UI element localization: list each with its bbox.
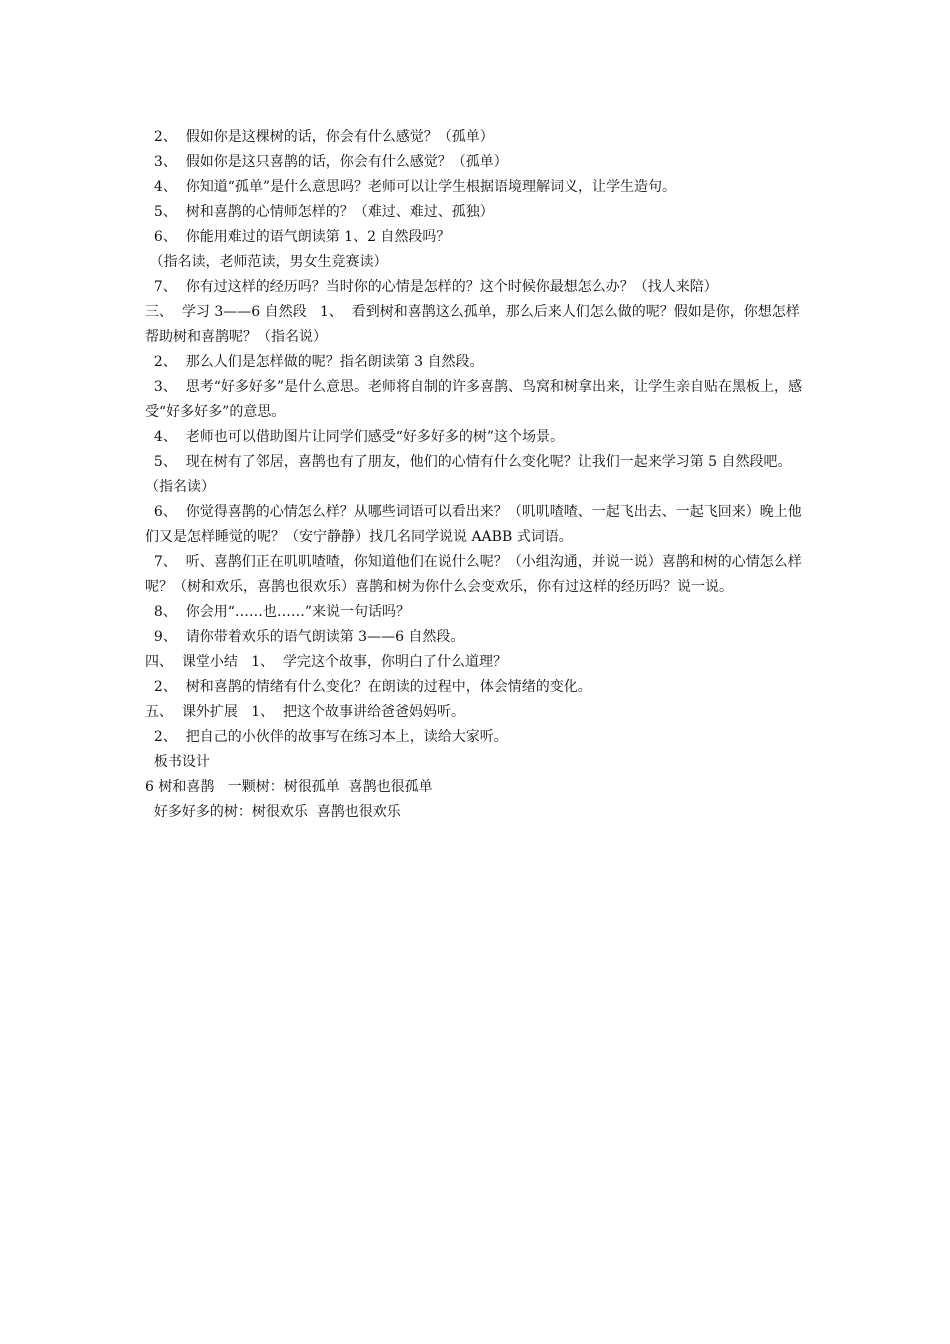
- text-line: （指名读，老师范读，男女生竞赛读）: [145, 254, 388, 270]
- text-line: 4、 你知道“孤单”是什么意思吗？老师可以让学生根据语境理解词义，让学生造句。: [145, 179, 677, 195]
- text-line: 2、 把自己的小伙伴的故事写在练习本上，读给大家听。: [145, 729, 508, 745]
- text-line: 2、 假如你是这棵树的话，你会有什么感觉？（孤单）: [145, 129, 494, 145]
- text-line: 4、 老师也可以借助图片让同学们感受“好多好多的树”这个场景。: [145, 429, 565, 445]
- board-design-line: 6 树和喜鹊 一颗树：树很孤单 喜鹊也很孤单: [145, 779, 433, 795]
- text-line: 5、 现在树有了邻居，喜鹊也有了朋友，他们的心情有什么变化呢？让我们一起来学习第 5 自然段吧。（指名读）: [145, 454, 792, 495]
- text-line: 3、 假如你是这只喜鹊的话，你会有什么感觉？（孤单）: [145, 154, 508, 170]
- text-line: 8、 你会用“……也……”来说一句话吗？: [145, 604, 411, 620]
- text-line: 2、 那么人们是怎样做的呢？指名朗读第 3 自然段。: [145, 354, 484, 370]
- section-heading-5: 五、 课外扩展 1、 把这个故事讲给爸爸妈妈听。: [145, 704, 466, 720]
- text-line: 6、 你觉得喜鹊的心情怎么样？从哪些词语可以看出来？（叽叽喳喳、一起飞出去、一起飞回来）晚上他们又是怎样睡觉的呢？（安宁静静）找几名同学说说 AABB 式词语。: [145, 504, 802, 545]
- text-line: 9、 请你带着欢乐的语气朗读第 3——6 自然段。: [145, 629, 465, 645]
- text-line: 7、 你有过这样的经历吗？当时你的心情是怎样的？这个时候你最想怎么办？（找人来陪）: [145, 279, 718, 295]
- text-line: 2、 树和喜鹊的情绪有什么变化？在朗读的过程中，体会情绪的变化。: [145, 679, 592, 695]
- board-design-heading: 板书设计: [145, 754, 210, 770]
- text-line: 6、 你能用难过的语气朗读第 1、2 自然段吗？: [145, 229, 451, 245]
- section-heading-4: 四、 课堂小结 1、 学完这个故事，你明白了什么道理？: [145, 654, 508, 670]
- text-line: 7、 听、喜鹊们正在叽叽喳喳，你知道他们在说什么呢？（小组沟通，并说一说）喜鹊和树的心情怎么样呢？（树和欢乐，喜鹊也很欢乐）喜鹊和树为你什么会变欢乐，你有过这样的经历吗？说一说。: [145, 554, 802, 595]
- text-line: 5、 树和喜鹊的心情师怎样的？（难过、难过、孤独）: [145, 204, 494, 220]
- section-heading-3: 三、 学习 3——6 自然段 1、 看到树和喜鹊这么孤单，那么后来人们怎么做的呢？假如是你，你想怎样帮助树和喜鹊呢？（指名说）: [145, 304, 800, 345]
- text-line: 3、 思考“好多好多”是什么意思。老师将自制的许多喜鹊、鸟窝和树拿出来，让学生亲自贴在黑板上，感受“好多好多”的意思。: [145, 379, 803, 420]
- board-design-line: 好多好多的树：树很欢乐 喜鹊也很欢乐: [145, 804, 401, 820]
- document-body: [145, 125, 810, 825]
